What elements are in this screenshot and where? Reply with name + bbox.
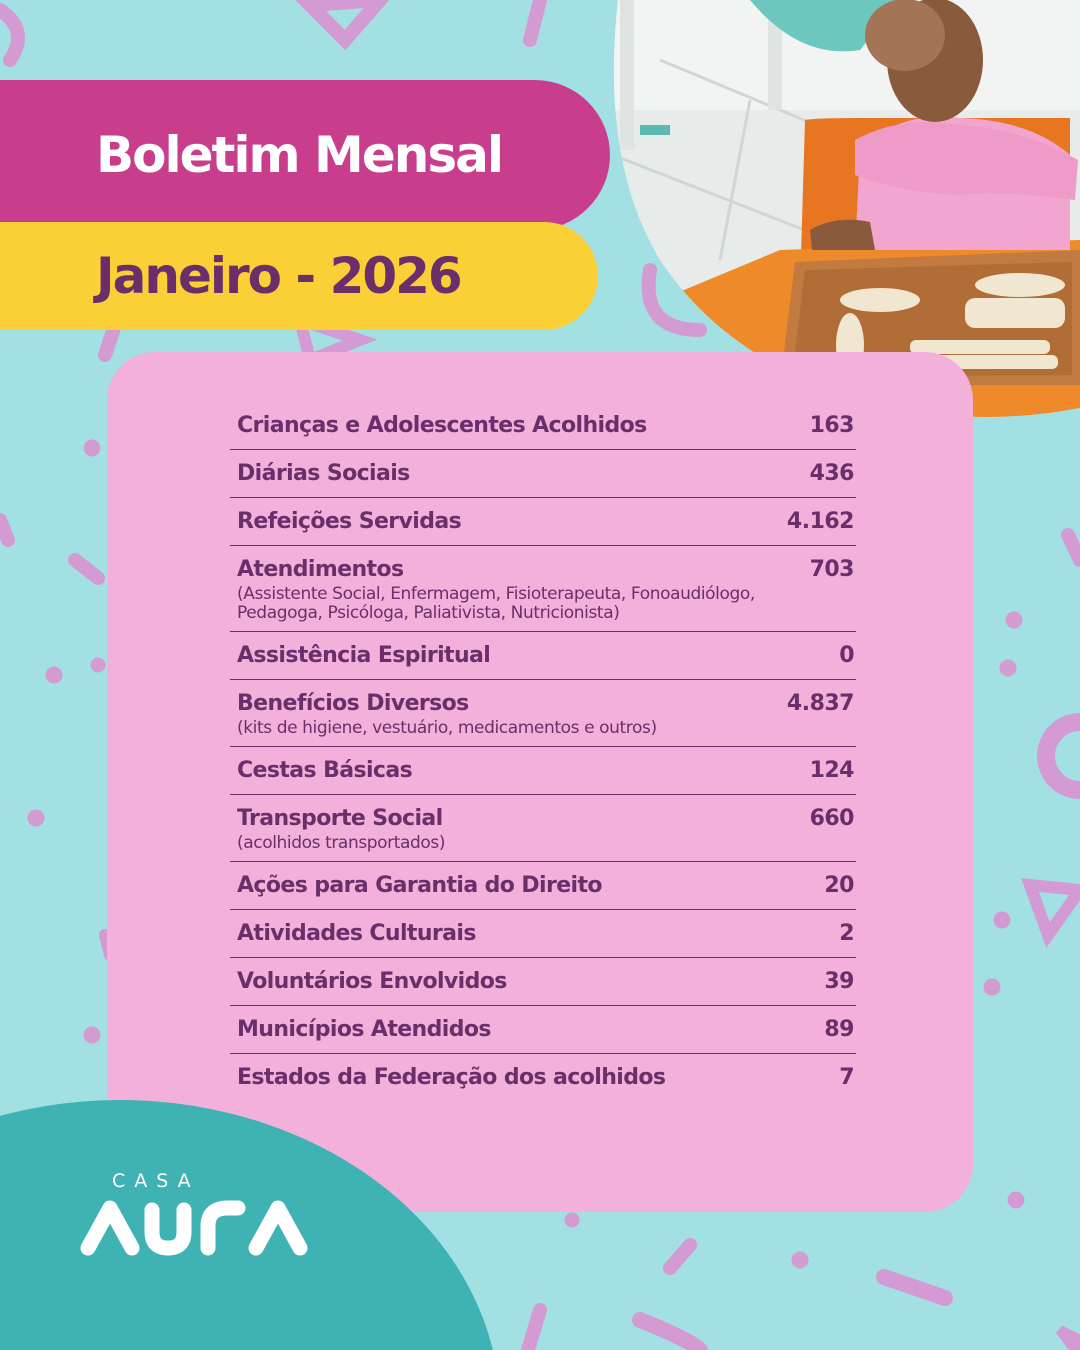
confetti-dot (84, 1027, 100, 1043)
stat-row-voluntarios (230, 958, 856, 1006)
stat-label: Diárias Sociais (237, 461, 410, 486)
stat-row-espiritual (230, 632, 856, 680)
stat-label: Assistência Espiritual (237, 643, 491, 668)
confetti-dot (565, 1213, 579, 1227)
confetti-dot (1008, 1192, 1024, 1208)
confetti-dash (75, 560, 98, 578)
confetti-dash (0, 520, 8, 540)
stat-row-cestas (230, 747, 856, 795)
casa-aura-logo (78, 1170, 318, 1260)
stat-label: Benefícios Diversos (237, 691, 469, 716)
stat-row-culturais (230, 910, 856, 958)
stat-row-estados (230, 1054, 856, 1101)
stat-value: 4.837 (786, 691, 854, 716)
stat-label: Transporte Social (237, 806, 443, 831)
stat-sublabel: (kits de higiene, vestuário, medicamentos e outros) (237, 718, 657, 738)
stat-label: Refeições Servidas (237, 509, 462, 534)
stat-sublabel: (acolhidos transportados) (237, 833, 446, 853)
confetti-dash (884, 1277, 945, 1298)
confetti-dash (528, 1310, 540, 1350)
stat-value: 2 (839, 921, 854, 946)
stat-value: 4.162 (786, 509, 854, 534)
confetti-arc (0, 10, 18, 60)
stat-value: 39 (824, 969, 854, 994)
stat-row-transporte (230, 795, 856, 862)
stat-value: 0 (839, 643, 854, 668)
stat-row-refeicoes (230, 498, 856, 546)
stat-value: 163 (809, 413, 854, 438)
confetti-triangle (1060, 1330, 1080, 1350)
stat-label: Atendimentos (237, 557, 404, 582)
confetti-arc (640, 1320, 700, 1350)
stat-row-atendimentos (230, 546, 856, 632)
stat-row-acoes (230, 862, 856, 910)
stat-label: Atividades Culturais (237, 921, 476, 946)
title-banner (0, 80, 610, 230)
month-label: Janeiro - 2026 (96, 247, 461, 305)
stat-row-municipios (230, 1006, 856, 1054)
confetti-dot (994, 912, 1010, 928)
stat-sublabel: (Assistente Social, Enfermagem, Fisioterapeuta, Fonoaudiólogo, Pedagoga, Psicóloga, Paliativista, Nutricionista) (237, 584, 755, 623)
stat-value: 7 (839, 1065, 854, 1090)
stat-value: 124 (809, 758, 854, 783)
confetti-dot (792, 1252, 808, 1268)
confetti-dot (1006, 612, 1022, 628)
confetti-dash (670, 1245, 690, 1268)
confetti-dot (46, 667, 62, 683)
stat-label: Ações para Garantia do Direito (237, 873, 602, 898)
stat-value: 20 (824, 873, 854, 898)
confetti-dot (84, 440, 100, 456)
confetti-dash (1068, 535, 1080, 560)
stat-row-beneficios (230, 680, 856, 747)
confetti-dot (28, 810, 44, 826)
stat-value: 436 (809, 461, 854, 486)
confetti-dot (91, 658, 105, 672)
stat-label: Cestas Básicas (237, 758, 413, 783)
stat-label: Crianças e Adolescentes Acolhidos (237, 413, 647, 438)
stat-row-diarias (230, 450, 856, 498)
stat-value: 703 (809, 557, 854, 582)
stat-label: Municípios Atendidos (237, 1017, 491, 1042)
confetti-ring (1046, 722, 1080, 790)
logo-aura-wordmark (78, 1196, 318, 1258)
page-title: Boletim Mensal (96, 126, 502, 184)
stats-table (230, 402, 856, 1101)
confetti-dash (530, 0, 540, 40)
stat-value: 89 (824, 1017, 854, 1042)
stat-label: Estados da Federação dos acolhidos (237, 1065, 666, 1090)
confetti-dot (1000, 660, 1016, 676)
confetti-dot (984, 979, 1000, 995)
stat-row-acolhidos (230, 402, 856, 450)
logo-casa-text: CASA (112, 1170, 200, 1192)
stat-value: 660 (809, 806, 854, 831)
month-banner (0, 222, 598, 330)
confetti-triangle (310, 0, 380, 40)
confetti-triangle (1030, 885, 1080, 935)
stat-label: Voluntários Envolvidos (237, 969, 507, 994)
